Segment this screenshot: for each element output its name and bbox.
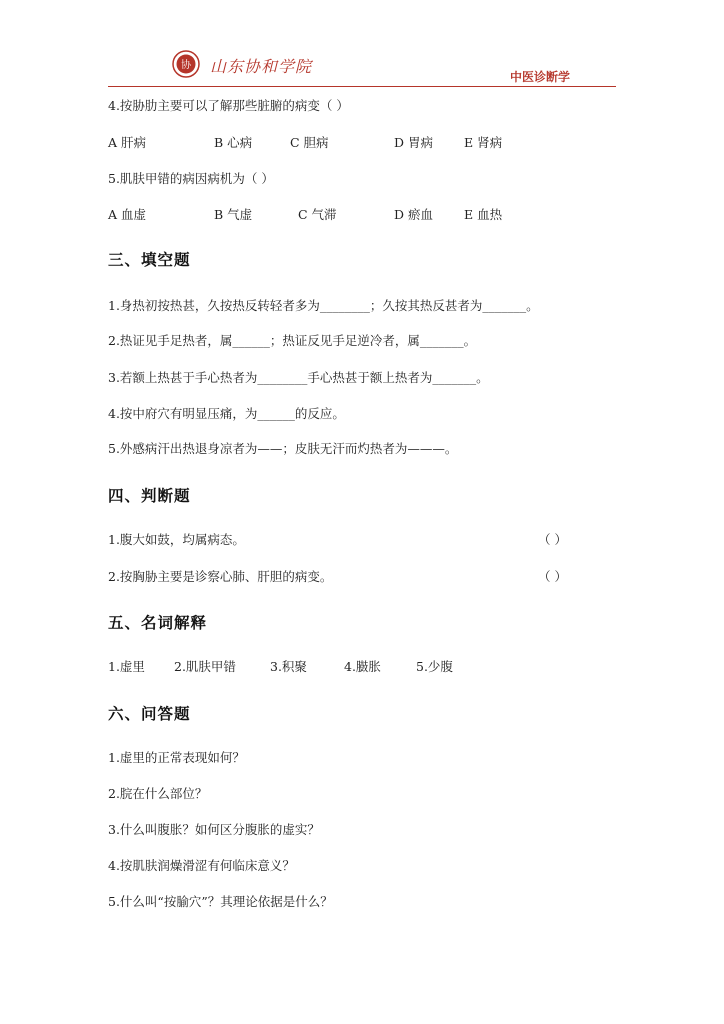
term-item: 1.虚里	[108, 659, 145, 674]
option-a: A 肝病	[108, 135, 147, 150]
term-item: 3.积聚	[270, 659, 307, 674]
section-title-fill-blank: 三、填空题	[108, 251, 191, 269]
fill-item: 4.按中府穴有明显压痛，为______的反应。	[108, 406, 345, 421]
qa-item: 1.虚里的正常表现如何？	[108, 750, 245, 765]
judge-item: 1.腹大如鼓，均属病态。	[108, 532, 245, 547]
school-name: 山东协和学院	[210, 57, 313, 76]
option-e: E 血热	[464, 207, 503, 222]
question-4-stem: 4.按胁肋主要可以了解那些脏腑的病变（ ）	[108, 98, 349, 113]
question-5-stem: 5.肌肤甲错的病因病机为（ ）	[108, 171, 274, 186]
question-5-options	[108, 205, 588, 221]
school-logo-icon	[172, 50, 200, 78]
qa-item: 4.按肌肤润燥滑涩有何临床意义？	[108, 858, 295, 873]
terms-list	[108, 657, 588, 673]
judge-answer-blank: （ ）	[538, 532, 567, 547]
option-e: E 肾病	[464, 135, 503, 150]
option-c: C 气滞	[298, 207, 337, 222]
qa-item: 3.什么叫腹胀？如何区分腹胀的虚实？	[108, 822, 320, 837]
option-d: D 胃病	[394, 135, 433, 150]
fill-item: 2.热证见手足热者，属______；热证反见手足逆冷者，属_______。	[108, 333, 477, 348]
judge-item: 2.按胸胁主要是诊察心肺、肝胆的病变。	[108, 569, 333, 584]
option-b: B 心病	[214, 135, 253, 150]
section-title-terms: 五、名词解释	[108, 614, 208, 632]
fill-item: 3.若额上热甚于手心热者为________手心热甚于额上热者为_______。	[108, 370, 489, 385]
header-divider	[108, 86, 616, 87]
question-4-options	[108, 133, 588, 149]
course-title: 中医诊断学	[509, 70, 570, 84]
qa-item: 5.什么叫“按腧穴”？其理论依据是什么？	[108, 894, 333, 909]
fill-item: 1.身热初按热甚，久按热反转轻者多为________；久按其热反甚者为_______。	[108, 298, 539, 313]
term-item: 4.臌胀	[344, 659, 381, 674]
term-item: 5.少腹	[416, 659, 453, 674]
option-b: B 气虚	[214, 207, 253, 222]
section-title-judgement: 四、判断题	[108, 487, 191, 505]
term-item: 2.肌肤甲错	[174, 659, 236, 674]
page-header	[108, 48, 616, 88]
option-d: D 瘀血	[394, 207, 433, 222]
option-c: C 胆病	[290, 135, 329, 150]
qa-item: 2.脘在什么部位？	[108, 786, 208, 801]
fill-item: 5.外感病汗出热退身凉者为——；皮肤无汗而灼热者为———。	[108, 441, 458, 456]
option-a: A 血虚	[108, 207, 147, 222]
svg-text:协: 协	[181, 60, 191, 71]
judge-answer-blank: （ ）	[538, 569, 567, 584]
section-title-qa: 六、问答题	[108, 705, 191, 723]
